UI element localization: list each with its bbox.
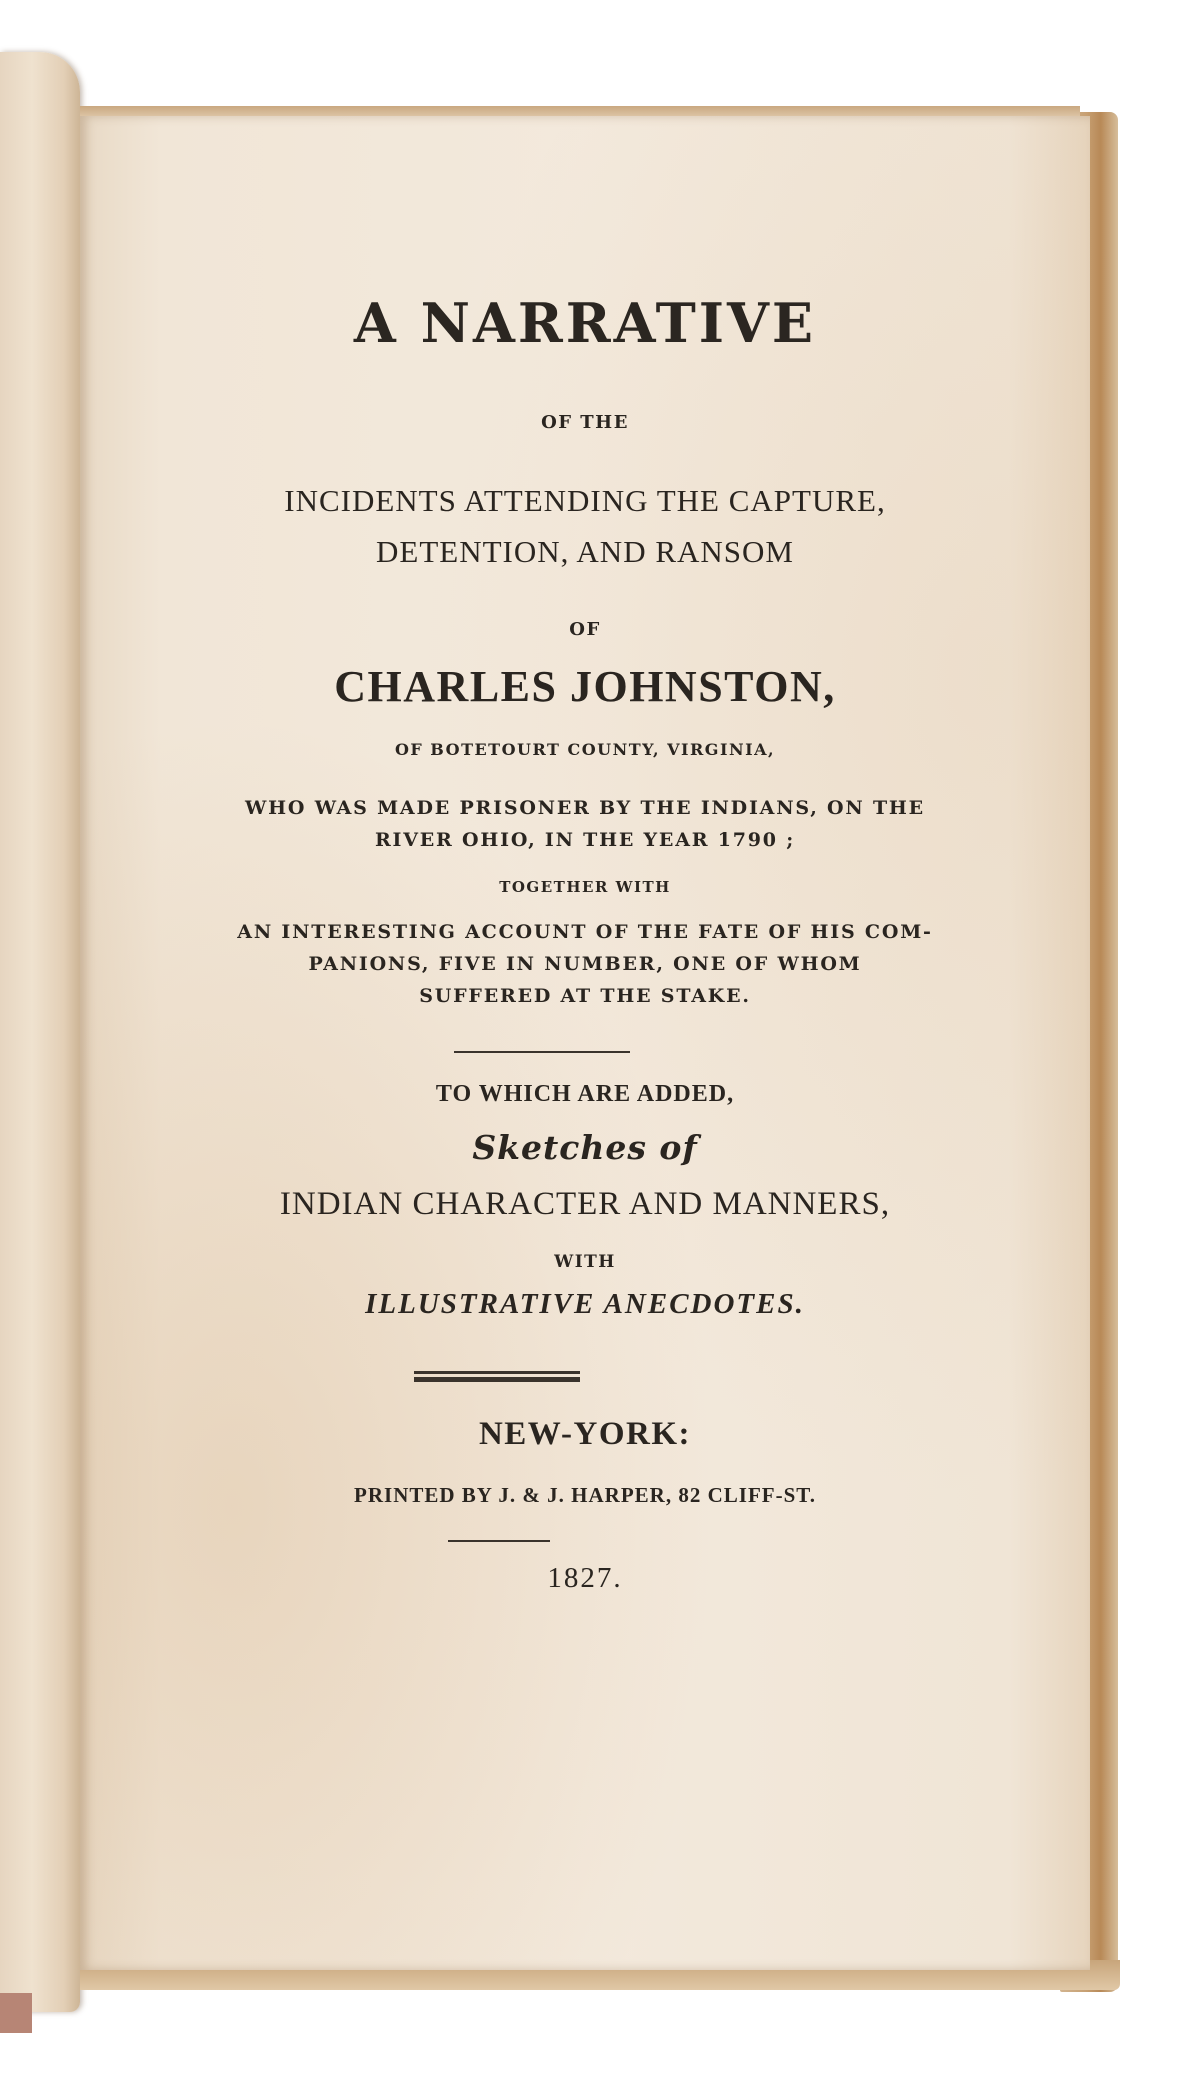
- account-line-3: SUFFERED AT THE STAKE.: [419, 985, 751, 1007]
- residence-line: OF BOTETOURT COUNTY, VIRGINIA,: [394, 740, 776, 759]
- with-line: WITH: [554, 1252, 616, 1272]
- account-line-2: PANIONS, FIVE IN NUMBER, ONE OF WHOM: [308, 953, 862, 975]
- divider-rule-2: [448, 1540, 550, 1542]
- imprint-printer: PRINTED BY J. & J. HARPER, 82 CLIFF-ST.: [354, 1483, 816, 1507]
- book-title: A NARRATIVE: [353, 291, 817, 355]
- title-page: [80, 116, 1090, 1970]
- anecdotes-line: ILLUSTRATIVE ANECDOTES.: [365, 1288, 805, 1320]
- divider-rule-1: [454, 1051, 630, 1053]
- thick-rule-bottom: [414, 1377, 580, 1382]
- character-line: INDIAN CHARACTER AND MANNERS,: [279, 1186, 891, 1222]
- thick-rule-top: [414, 1371, 580, 1374]
- added-line: TO WHICH ARE ADDED,: [435, 1081, 735, 1107]
- of-line: OF: [569, 619, 601, 640]
- of-the-line: OF THE: [541, 412, 629, 433]
- imprint-city: NEW-YORK:: [478, 1416, 692, 1452]
- prisoner-line-2: RIVER OHIO, IN THE YEAR 1790 ;: [374, 829, 796, 851]
- previous-leaf: [0, 52, 80, 2012]
- prisoner-line-1: WHO WAS MADE PRISONER BY THE INDIANS, ON THE: [245, 797, 925, 819]
- sketches-line: Sketches of: [472, 1128, 698, 1167]
- spine-fragment: [0, 1993, 32, 2033]
- imprint-year: 1827.: [547, 1562, 623, 1594]
- subtitle-line-1: INCIDENTS ATTENDING THE CAPTURE,: [284, 483, 886, 518]
- together-with-line: TOGETHER WITH: [499, 878, 671, 896]
- author-subject-name: CHARLES JOHNSTON,: [334, 662, 836, 711]
- subtitle-line-2: DETENTION, AND RANSOM: [376, 534, 794, 569]
- account-line-1: AN INTERESTING ACCOUNT OF THE FATE OF HIS COM-: [237, 921, 933, 943]
